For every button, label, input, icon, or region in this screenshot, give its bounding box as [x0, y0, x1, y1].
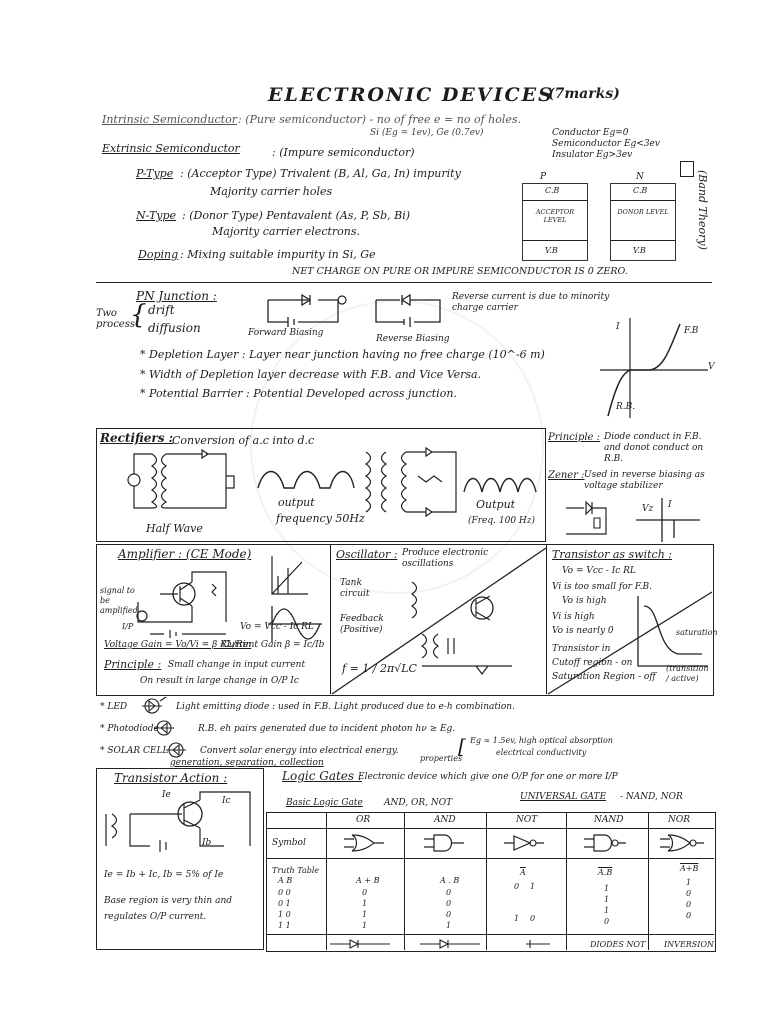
full-wave-output-wave	[464, 474, 540, 494]
half-wave-output-wave	[258, 466, 354, 490]
p-cb-label: C.B	[545, 186, 560, 195]
nand-bottom-label: DIODES NOT	[590, 940, 646, 949]
diode-realisation-symbols	[330, 938, 560, 950]
extrinsic-desc: : (Impure semiconductor)	[272, 146, 415, 159]
not-in-0: 0	[514, 882, 520, 891]
and-val-1: 0	[446, 899, 452, 908]
potential-note: * Potential Barrier : Potential Developed across junction.	[140, 387, 457, 400]
saturation-label: saturation	[676, 628, 718, 637]
intrinsic-desc: : (Pure semiconductor) - no of free e = no of holes.	[238, 113, 522, 126]
basic-gate-label: Basic Logic Gate	[286, 798, 363, 808]
transistor-note-1: Base region is very thin and	[104, 896, 233, 906]
ntype-desc: : (Donor Type) Pentavalent (As, P, Sb, Bi)	[182, 209, 411, 222]
n-vb-label: V.B	[633, 246, 646, 255]
logic-heading: Logic Gates :	[282, 769, 362, 783]
semiconductor-item: Semiconductor Eg<3ev	[552, 139, 660, 149]
nand-val-3: 0	[604, 917, 610, 926]
conductor-item: Conductor Eg=0	[552, 128, 629, 138]
nor-expr: A+B	[680, 864, 699, 873]
n-band-diagram	[610, 183, 676, 261]
solar-cell-icon	[164, 742, 192, 758]
ntype-heading: N-Type	[136, 209, 177, 222]
photodiode-desc: R.B. eh pairs generated due to incident photon hν ≥ Eg.	[198, 724, 456, 734]
reverse-current-note: Reverse current is due to minority charge carrier	[452, 292, 610, 313]
ptype-heading: P-Type	[136, 167, 174, 180]
led-desc: Light emitting diode : used in F.B. Light produced due to e-h combination.	[176, 702, 515, 712]
solar-properties-head: properties	[420, 754, 463, 763]
half-wave-circuit	[122, 448, 242, 518]
reverse-biasing-label: Reverse Biasing	[376, 334, 450, 344]
properties-brace: [	[458, 734, 466, 758]
led-icon	[140, 698, 168, 714]
pn-heading: PN Junction :	[136, 289, 217, 303]
transistor-equation: Ie = Ib + Ic, Ib = 5% of Ie	[104, 870, 224, 880]
or-expr: A + B	[356, 876, 380, 885]
not-in-1: 1	[514, 914, 520, 923]
principle-desc: Diode conduct in F.B. and donot conduct on R.B.	[604, 432, 704, 464]
nand-gate-symbol	[584, 834, 626, 852]
zener-vz-label: Vz	[642, 504, 654, 514]
or-val-0: 0	[362, 888, 368, 897]
or-gate-symbol	[344, 834, 384, 852]
switch-line-3: Vi is high	[552, 612, 595, 622]
ie-label: Ie	[162, 790, 171, 800]
switch-line-6: Cutoff region - on	[552, 658, 633, 668]
graph-fb-label: F.B	[684, 326, 699, 336]
col-and-header: AND	[434, 815, 456, 825]
amp-principle-2: On result in large change in O/P Ic	[140, 676, 299, 686]
nor-val-1: 0	[686, 889, 692, 898]
drift-label: drift	[148, 303, 175, 317]
logic-header-row-line	[266, 828, 714, 829]
truth-ab-row-3: 1 1	[278, 921, 291, 930]
amplifier-circuit	[130, 572, 240, 640]
current-gain: Current Gain β = Ic/Ib	[222, 640, 325, 650]
switch-equation: Vo = Vcc - Ic RL	[562, 566, 636, 576]
or-val-3: 1	[362, 921, 368, 930]
and-gate-symbol	[424, 834, 464, 852]
logic-col-1	[326, 812, 327, 950]
forward-bias-circuit	[258, 290, 358, 330]
half-wave-label: Half Wave	[146, 522, 203, 535]
switch-line-4: Vo is nearly 0	[552, 626, 614, 636]
truth-ab-header: A B	[278, 876, 293, 885]
output-label: output	[278, 496, 315, 509]
doping-desc: : Mixing suitable impurity in Si, Ge	[180, 248, 376, 261]
col-nor-header: NOR	[668, 815, 691, 825]
p-vb-line	[523, 240, 587, 241]
led-label: * LED	[100, 702, 128, 712]
frequency-50-label: frequency 50Hz	[276, 512, 365, 525]
n-cb-line	[611, 200, 675, 201]
acceptor-level-label: ACCEPTOR LEVEL	[535, 208, 575, 224]
band-p-label: P	[540, 172, 547, 182]
switch-line-5: Transistor in	[552, 644, 611, 654]
photodiode-label: * Photodiode	[100, 724, 159, 734]
amp-principle-1: Small change in input current	[168, 660, 306, 670]
zener-desc: Used in reverse biasing as voltage stabilizer	[584, 470, 705, 491]
universal-gate-list: - NAND, NOR	[620, 792, 683, 802]
extrinsic-heading: Extrinsic Semiconductor	[102, 142, 240, 155]
amplifier-heading: Amplifier : (CE Mode)	[118, 547, 252, 561]
truth-ab-row-0: 0 0	[278, 888, 291, 897]
brace-symbol: {	[130, 300, 147, 330]
truth-ab-row-2: 1 0	[278, 910, 291, 919]
not-gate-symbol	[504, 834, 544, 852]
voltage-gain: Voltage Gain = Vo/Vi = β RL/Rin	[104, 640, 252, 650]
insulator-item: Insulator Eg>3ev	[552, 150, 633, 160]
feedback-label: Feedback (Positive)	[340, 614, 384, 635]
vo-equation: Vo = Vcc - Ic RL	[240, 622, 314, 632]
col-or-header: OR	[356, 815, 371, 825]
diffusion-label: diffusion	[148, 321, 201, 335]
n-vb-line	[611, 240, 675, 241]
col-not-header: NOT	[516, 815, 538, 825]
page-title: ELECTRONIC DEVICES	[268, 84, 554, 106]
switch-line-7: Saturation Region - off	[552, 672, 656, 682]
oscillator-desc: Produce electronic oscillations	[402, 548, 489, 569]
logic-col-2	[404, 812, 405, 950]
nand-val-2: 1	[604, 906, 610, 915]
output2-label: Output	[476, 498, 516, 511]
donor-level-label: DONOR LEVEL	[617, 208, 669, 216]
switch-line-2: Vo is high	[562, 596, 607, 606]
truth-table-label: Truth Table	[272, 866, 320, 875]
logic-col-4	[566, 812, 567, 950]
logic-col-5	[648, 812, 649, 950]
switch-line-1: Vi is too small for F.B.	[552, 582, 652, 592]
doping-heading: Doping	[138, 248, 179, 261]
signal-label: signal to be amplified	[100, 586, 138, 615]
ic-label: Ic	[222, 796, 231, 806]
divider-pn	[96, 282, 712, 283]
not-val-1: 0	[530, 914, 536, 923]
solar-property-2: electrical conductivity	[496, 748, 587, 757]
not-expr: $\overline{A}$	[520, 868, 526, 877]
p-band-diagram	[522, 183, 588, 261]
frequency-100-label: (Freq. 100 Hz)	[468, 516, 536, 526]
depletion-note: * Depletion Layer : Layer near junction having no free charge (10^-6 m)	[140, 348, 545, 361]
amp-osc-divider	[330, 544, 331, 694]
transistor-note-2: regulates O/P current.	[104, 912, 207, 922]
principle-heading: Principle :	[548, 432, 601, 443]
graph-rb-label: R.B.	[616, 402, 636, 412]
not-val-0: 1	[530, 882, 536, 891]
nor-val-0: 1	[686, 878, 692, 887]
tank-circuit-label: Tank circuit	[340, 578, 370, 599]
and-val-0: 0	[446, 888, 452, 897]
logic-desc: Electronic device which give one O/P for one or more I/P	[358, 772, 618, 782]
amp-principle-heading: Principle :	[104, 658, 162, 671]
rectifier-desc: Conversion of a.c into d.c	[172, 434, 315, 447]
logic-symbol-row-line	[266, 858, 714, 859]
osc-switch-divider	[546, 544, 547, 694]
rectifier-heading: Rectifiers :	[100, 431, 174, 445]
zener-heading: Zener :	[548, 470, 585, 481]
switch-heading: Transistor as switch :	[552, 548, 672, 561]
solar-cell-label: * SOLAR CELL	[100, 746, 169, 756]
oscillator-freq: f = 1 / 2π√LC	[342, 662, 417, 675]
truth-ab-row-1: 0 1	[278, 899, 291, 908]
nor-val-2: 0	[686, 900, 692, 909]
ptype-desc: : (Acceptor Type) Trivalent (B, Al, Ga, In) impurity	[180, 167, 461, 180]
oscillator-heading: Oscillator :	[336, 548, 398, 561]
n-cb-label: C.B	[633, 186, 648, 195]
graph-v-label: V	[708, 362, 715, 372]
col-nand-header: NAND	[594, 815, 624, 825]
or-val-2: 1	[362, 910, 368, 919]
nand-val-0: 1	[604, 884, 610, 893]
nor-val-3: 0	[686, 911, 692, 920]
nand-val-1: 1	[604, 895, 610, 904]
universal-gate-label: UNIVERSAL GATE	[520, 792, 607, 802]
transistor-action-circuit	[100, 790, 256, 856]
intrinsic-examples: Si (Eg = 1ev), Ge (0.7ev)	[370, 128, 484, 138]
logic-col-3	[486, 812, 487, 950]
and-expr: A . B	[440, 876, 460, 885]
nor-bottom-label: INVERSION	[664, 940, 714, 949]
ib-label: Ib	[202, 838, 212, 848]
graph-i-label: I	[616, 322, 620, 332]
intrinsic-heading: Intrinsic Semiconductor	[102, 113, 237, 126]
reverse-bias-circuit	[370, 290, 450, 330]
band-theory-label: (Band Theory)	[696, 170, 709, 250]
or-val-1: 1	[362, 899, 368, 908]
two-process-label: Two process	[96, 308, 135, 330]
nand-expr: A.B	[598, 868, 613, 877]
and-val-2: 0	[446, 910, 452, 919]
ntype-majority: Majority carrier electrons.	[212, 225, 361, 238]
ip-label: I/P	[122, 622, 134, 631]
zener-diagram	[566, 498, 706, 542]
p-cb-line	[523, 200, 587, 201]
photodiode-icon	[152, 720, 180, 736]
symbol-row-label: Symbol	[272, 838, 306, 848]
p-vb-label: V.B	[545, 246, 558, 255]
zener-i-label: I	[668, 500, 672, 510]
forward-biasing-label: Forward Biasing	[248, 328, 324, 338]
and-val-3: 1	[446, 921, 452, 930]
marks-label: (7marks)	[548, 86, 620, 102]
transistor-heading: Transistor Action :	[114, 771, 228, 785]
width-note: * Width of Depletion layer decrease with F.B. and Vice Versa.	[140, 368, 482, 381]
solar-property-1: Eg ≈ 1.5ev, high optical absorption	[470, 736, 613, 745]
active-label: (transition / active)	[666, 664, 709, 683]
band-n-label: N	[636, 172, 644, 182]
basic-gate-list: AND, OR, NOT	[384, 798, 453, 808]
full-wave-circuit	[360, 446, 470, 522]
solar-cell-desc: Convert solar energy into electrical energy.	[200, 746, 399, 756]
oscillator-circuit	[402, 582, 522, 678]
solar-steps: generation, separation, collection	[170, 758, 324, 768]
net-charge-note: NET CHARGE ON PURE OR IMPURE SEMICONDUCTOR IS 0 ZERO.	[292, 266, 628, 277]
legend-box	[680, 161, 694, 177]
ptype-majority: Majority carrier holes	[210, 185, 333, 198]
logic-bottom-row-line	[266, 934, 714, 935]
nor-gate-symbol	[660, 834, 704, 852]
